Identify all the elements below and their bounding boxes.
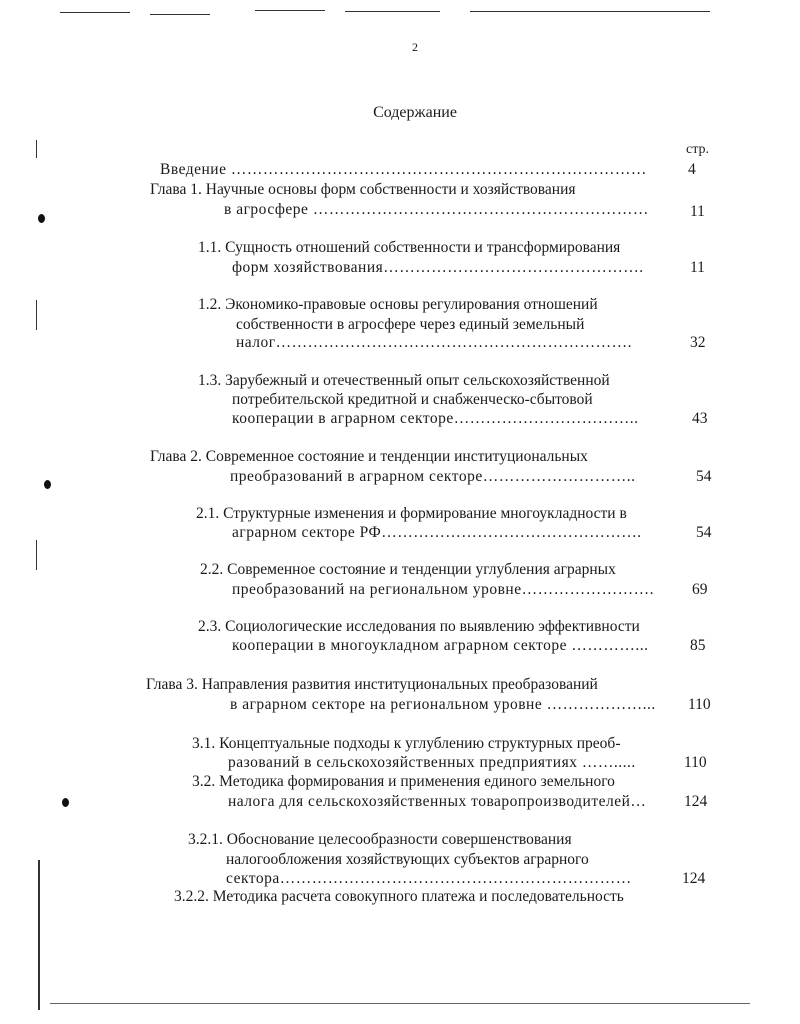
toc-entry-ch3-line-1: Глава 3. Направления развития институциональных преобразований (146, 676, 598, 693)
toc-entry-s1-1-page: 11 (690, 259, 705, 276)
scan-edge-mark-top-2 (255, 10, 325, 11)
toc-entry-intro-line-1: Введение …………………………………………………………………… (160, 161, 647, 178)
toc-entry-ch1-line-1: Глава 1. Научные основы форм собственности и хозяйствования (150, 181, 576, 198)
scan-edge-mark-top-4 (470, 11, 710, 12)
toc-entry-s2-2-line-2: преобразований на региональном уровне……………………. (232, 581, 654, 598)
toc-entry-s2-1-page: 54 (696, 524, 712, 541)
toc-entry-ch2-line-2: преобразований в аграрном секторе……………………….. (230, 468, 636, 485)
scan-edge-mark-top-1 (150, 14, 210, 15)
toc-entry-ch3-line-2: в аграрном секторе на региональном уровне ………………... (230, 696, 656, 713)
hole-punch-dot-2 (44, 480, 51, 489)
toc-entry-s1-3-line-2: потребительской кредитной и снабженческо-сбытовой (232, 391, 593, 408)
toc-entry-s1-1-line-1: 1.1. Сущность отношений собственности и трансформирования (198, 239, 621, 256)
toc-entry-ch2-page: 54 (696, 468, 712, 485)
toc-entry-s3-2-1-line-2: налогообложения хозяйствующих субъектов аграрного (226, 851, 589, 868)
toc-entry-s3-2-1-line-1: 3.2.1. Обоснование целесообразности совершенствования (188, 831, 572, 848)
toc-entry-s1-2-page: 32 (690, 334, 706, 351)
toc-entry-s1-2-line-3: налог…………………………………………………………. (236, 334, 633, 351)
toc-entry-s3-2-2-line-1: 3.2.2. Методика расчета совокупного платежа и последовательность (174, 888, 624, 905)
toc-entry-s3-1-page: 110 (684, 754, 707, 771)
toc-entry-ch1-line-2: в агросфере ……………………………………………………… (224, 201, 649, 218)
toc-entry-ch1-page: 11 (690, 203, 705, 220)
scan-edge-mark-left-4 (38, 860, 40, 1010)
toc-entry-s1-2-line-1: 1.2. Экономико-правовые основы регулирования отношений (198, 296, 598, 313)
scan-edge-mark-left-1 (36, 140, 37, 158)
scan-edge-mark-top-left (60, 12, 130, 13)
scan-edge-mark-left-3 (36, 540, 37, 570)
toc-entry-s2-1-line-2: аграрном секторе РФ…………………………………………. (232, 524, 642, 541)
toc-entry-s2-3-line-2: кооперации в многоукладном аграрном секторе …………... (232, 637, 649, 654)
toc-entry-s2-2-page: 69 (692, 581, 708, 598)
toc-entry-s3-2-line-2: налога для сельскохозяйственных товаропроизводителей… (228, 793, 647, 810)
toc-title: Содержание (373, 104, 457, 121)
toc-entry-s3-2-line-1: 3.2. Методика формирования и применения единого земельного (192, 773, 615, 790)
toc-entry-s1-2-line-2: собственности в агросфере через единый земельный (236, 316, 585, 333)
toc-entry-s3-2-1-page: 124 (682, 870, 706, 887)
toc-entry-s3-2-page: 124 (684, 793, 708, 810)
toc-entry-s3-2-1-line-3: сектора………………………………………………………… (226, 870, 632, 887)
toc-entry-s2-3-page: 85 (690, 637, 706, 654)
pages-column-heading: стр. (686, 142, 710, 157)
toc-entry-s2-1-line-1: 2.1. Структурные изменения и формирование многоукладности в (196, 505, 627, 522)
toc-entry-s3-1-line-1: 3.1. Концептуальные подходы к углублению структурных преоб- (192, 735, 621, 752)
toc-entry-s2-3-line-1: 2.3. Социологические исследования по выявлению эффективности (198, 618, 640, 635)
toc-entry-s1-3-line-1: 1.3. Зарубежный и отечественный опыт сельскохозяйственной (198, 372, 610, 389)
toc-entry-s3-1-line-2: разований в сельскохозяйственных предприятиях ……..... (228, 754, 636, 771)
scan-edge-mark-left-2 (36, 300, 37, 330)
toc-entry-ch2-line-1: Глава 2. Современное состояние и тенденции институциональных (150, 448, 588, 465)
toc-entry-s1-3-page: 43 (692, 410, 708, 427)
hole-punch-dot-1 (38, 214, 45, 223)
toc-entry-s1-1-line-2: форм хозяйствования…………………………………………. (232, 259, 644, 276)
page-number: 2 (412, 40, 418, 54)
toc-entry-ch3-page: 110 (688, 696, 711, 713)
scan-edge-mark-top-3 (345, 11, 440, 12)
toc-entry-intro-page: 4 (688, 161, 696, 178)
scan-edge-mark-bottom (50, 1003, 750, 1004)
toc-entry-s1-3-line-3: кооперации в аграрном секторе…………………………….. (232, 410, 639, 427)
toc-entry-s2-2-line-1: 2.2. Современное состояние и тенденции углубления аграрных (200, 561, 616, 578)
hole-punch-dot-3 (62, 798, 69, 807)
